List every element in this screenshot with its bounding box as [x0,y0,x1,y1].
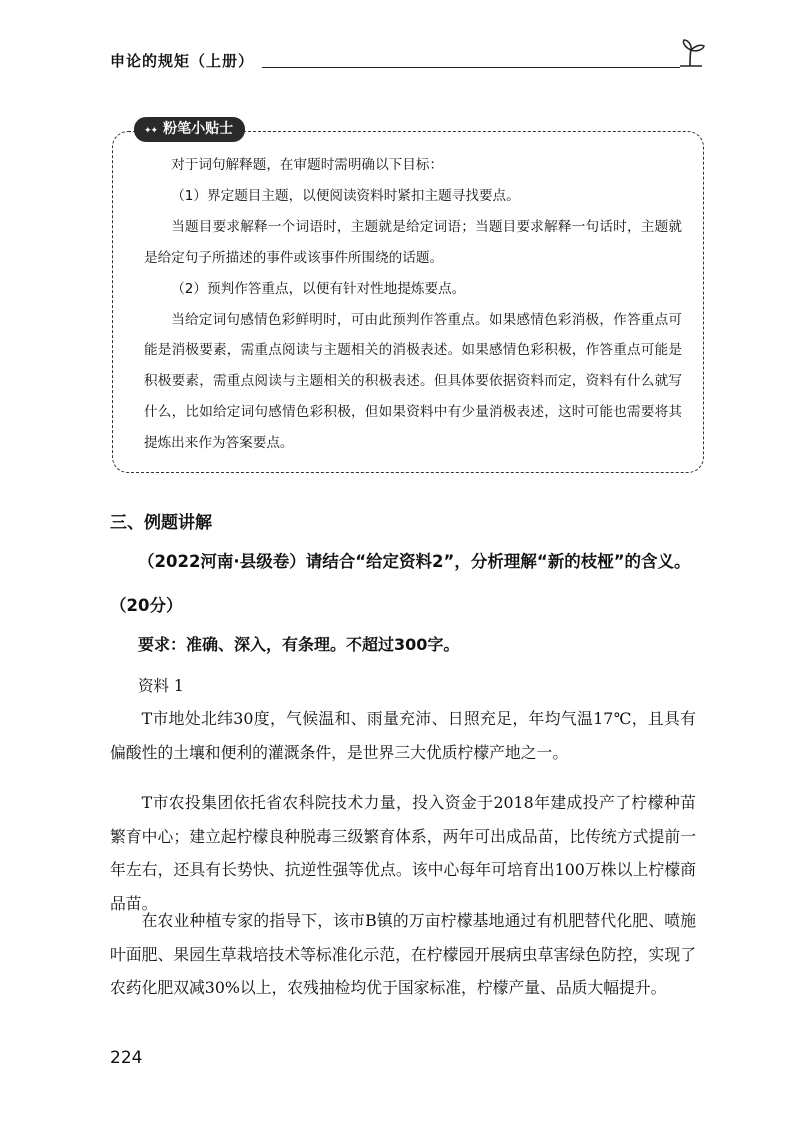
section-title: 三、例题讲解 [110,513,212,533]
material-paragraph: T市地处北纬30度，气候温和、雨量充沛、日照充足，年均气温17℃，且具有偏酸性的土壤和便利的灌溉条件，是世界三大优质柠檬产地之一。 [110,709,696,762]
question-requirement: 要求：准确、深入，有条理。不超过300字。 [138,635,460,654]
material-paragraph: T市农投集团依托省农科院技术力量，投入资金于2018年建成投产了柠檬种苗繁育中心；建立起柠檬良种脱毒三级繁育体系，两年可出成品苗，比传统方式提前一年左右，还具有长势快、抗逆性强等优点。该中心每年可培育出100万株以上柠檬商品苗。 [110,793,696,914]
tip-badge [134,117,245,142]
tip-line: 当题目要求解释一个词语时，主题就是给定词语；当题目要求解释一句话时，主题就是给定句子所描述的事件或该事件所围绕的话题。 [144,218,682,266]
question-score: （20分） [110,596,183,615]
header-rule [262,67,680,68]
tip-body [144,150,682,459]
material-label: 资料 1 [138,677,184,695]
tip-line: 当给定词句感情色彩鲜明时，可由此预判作答重点。如果感情色彩消极，作答重点可能是消极要素，需重点阅读与主题相关的消极表述。如果感情色彩积极，作答重点可能是积极要素，需重点阅读与主题相关的积极表述。但具体要依据资料而定，资料有什么就写什么，比如给定词句感情色彩积极，但如果资料中有少量消极表述，这时可能也需要将其提炼出来作为答案要点。 [144,311,682,452]
tip-line: （1）界定题目主题，以便阅读资料时紧扣主题寻找要点。 [171,187,520,204]
sprout-icon [676,38,708,74]
tip-line: 对于词句解释题，在审题时需明确以下目标： [171,157,444,173]
sparkle-icon: ✦✦ [144,126,158,136]
tip-line: （2）预判作答重点，以便有针对性地提炼要点。 [171,280,466,297]
question-text: （2022河南·县级卷）请结合“给定资料2”，分析理解“新的枝桠”的含义。 [138,552,691,571]
page-number: 224 [110,1048,143,1068]
material-paragraph: 在农业种植专家的指导下，该市B镇的万亩柠檬基地通过有机肥替代化肥、喷施叶面肥、果园生草栽培技术等标准化示范，在柠檬园开展病虫草害绿色防控，实现了农药化肥双减30%以上，农残抽检均优于国家标准，柠檬产量、品质大幅提升。 [110,911,696,998]
tip-label: 粉笔小贴士 [163,121,234,137]
header-title: 申论的规矩（上册） [110,52,255,70]
